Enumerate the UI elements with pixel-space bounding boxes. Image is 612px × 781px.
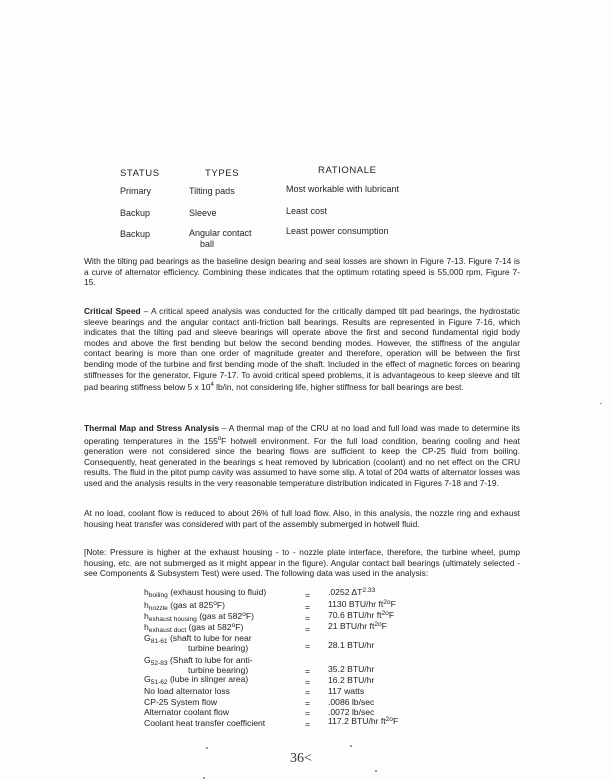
table-cell-status: Backup — [120, 208, 151, 218]
scan-speck — [206, 747, 208, 749]
data-row-label: No load alternator loss — [144, 686, 230, 696]
data-row-value: .0086 lb/sec — [328, 697, 375, 707]
data-row-value: .0072 lb/sec — [328, 707, 375, 717]
scan-speck — [600, 403, 602, 404]
data-row-value: 1130 BTU/hr $ft^{2o}F$ — [328, 599, 396, 609]
thermal-paragraph — [84, 423, 520, 488]
table-cell-type: Sleeve — [189, 208, 217, 218]
data-row-value: 35.2 BTU/hr — [328, 664, 375, 674]
equals-sign: = — [305, 687, 311, 697]
data-row-label: Alternator coolant flow — [144, 707, 230, 717]
page-number: 36< — [290, 751, 312, 766]
data-row-label: $G_{81-61}$ (shaft to lube for near — [144, 633, 252, 645]
critical-speed-paragraph — [84, 306, 520, 393]
critical-speed-exponent: 4 — [210, 382, 214, 389]
table-cell-type-line1: Angular contact — [189, 228, 252, 238]
equals-sign: = — [305, 602, 311, 612]
table-header-types: TYPES — [205, 168, 240, 179]
intro-paragraph: With the tilting pad bearings as the baseline design bearing and seal losses are shown in Figure 7-13. Figure 7-14 is a curve of alternator efficiency. Combining these indicates that the optimum rotating speed is 55,000 rpm, Figure 7-15. — [84, 256, 520, 288]
data-row-label: $G_{52-83}$ (Shaft to lube for anti- — [144, 655, 253, 667]
degree-mark: o — [217, 435, 222, 442]
scan-speck — [375, 770, 377, 772]
thermal-heading: Thermal Map and Stress Analysis — [84, 423, 219, 433]
data-row-label-line2: turbine bearing) — [188, 665, 249, 675]
table-cell-status: Backup — [120, 229, 151, 239]
data-row-value: 117.2 BTU/hr $ft^{2o}F$ — [328, 716, 399, 726]
data-row-label: $h_{nozzle}$ (gas at 825$^o$F) — [144, 600, 226, 612]
scan-speck — [203, 777, 205, 779]
scan-speck — [350, 745, 352, 747]
table-cell-rationale: Most workable with lubricant — [286, 184, 400, 194]
data-row-label-line2: turbine bearing) — [188, 643, 249, 653]
data-row-label: $G_{51-62}$ (lube in slinger area) — [144, 674, 249, 686]
data-row-label: $h_{exhaust housing}$ (gas at 582$^o$F) — [144, 611, 254, 623]
equals-sign: = — [305, 590, 311, 600]
data-row-label: CP-25 System flow — [144, 697, 218, 707]
thermal-body-a: – A thermal map of the CRU at no load and full load was made to determine its operating temperatures in the 155 — [84, 423, 520, 446]
thermal-body-b: F hotwell environment. For the full load condition, bearing cooling and heat generation were not considered since the bearing flows are sufficient to keep the CP-25 fluid from boiling. Consequently, heat generated in the bearings ≤ heat removed by lubrication (coolant) and no net effect on the CRU results. The fluid in the pitot pump cavity was assumed to have some slip. A total of 204 watts of alternator losses was used and the analysis results in the very reasonable temperature distribution indicated in Figures 7-18 and 7-19. — [84, 435, 520, 488]
data-row-label: Coolant heat transfer coefficient — [144, 718, 266, 728]
equals-sign: = — [305, 624, 311, 634]
equals-sign: = — [305, 698, 311, 708]
table-cell-status: Primary — [120, 186, 151, 196]
data-row-value: 117 watts — [328, 686, 365, 696]
equals-sign: = — [305, 719, 311, 729]
equals-sign: = — [305, 708, 311, 718]
equals-sign: = — [305, 666, 311, 676]
table-cell-type: Tilting pads — [189, 186, 235, 196]
equals-sign: = — [305, 641, 311, 651]
table-cell-type-line2: ball — [200, 239, 215, 249]
data-row-value: 70.6 BTU/hr $ft^{2o}F$ — [328, 610, 395, 620]
equals-sign: = — [305, 613, 311, 623]
table-cell-rationale: Least power consumption — [286, 226, 389, 236]
critical-speed-tail: lb/in, not considering life, higher stiffness for ball bearings are best. — [213, 381, 464, 392]
data-row-value: 16.2 BTU/hr — [328, 675, 375, 685]
data-row-value: 28.1 BTU/hr — [328, 640, 375, 650]
note-paragraph: [Note: Pressure is higher at the exhaust housing - to - nozzle plate interface, therefore, the turbine wheel, pump housing, etc. are not submerged as it might appear in the figure). Angular contact ball bearings (ultimately selected - see Components & Subsystem Test) were used. The following data was used in the analysis: — [84, 547, 520, 579]
table-cell-rationale: Least cost — [286, 206, 328, 216]
critical-speed-heading: Critical Speed — [84, 306, 141, 316]
no-load-paragraph: At no load, coolant flow is reduced to about 26% of full load flow. Also, in this analysis, the nozzle ring and exhaust housing heat transfer was considered with part of the assembly submerged in hotwell fluid. — [84, 508, 520, 529]
critical-speed-body: – A critical speed analysis was conducted for the critically damped tilt pad bearings, the hydrostatic sleeve bearings and the angular contact anti-friction ball bearings. Results are represented in Figure 7-16, which indicates that the tilting pad and sleeve bearings will operate above the first and second fundamental rigid body modes and above the first bending but below the second bending modes. However, the stiffness of the angular contact bearing is more than one order of magnitude greater and therefore, operation will be between the first bending mode of the turbine and first bending mode of the shaft. Included in the effect of magnetic forces on bearing stiffnesses for the generator, Figure 7-17. To avoid critical speed problems, it is advantageous to keep sleeve and tilt pad bearing stiffness below 5 x 10 — [84, 306, 520, 392]
data-row-value: .0252 $\Delta T^{2.33}$ — [328, 587, 376, 597]
equals-sign: = — [305, 677, 311, 687]
data-row-value: 21 BTU/hr $ft^{2o}F$ — [328, 621, 387, 631]
table-header-rationale: RATIONALE — [318, 165, 377, 176]
table-header-status: STATUS — [120, 168, 160, 179]
data-row-label: $h_{exhaust duct}$ (gas at 582$^o$F) — [144, 622, 244, 634]
data-row-label: $h_{boiling}$ (exhaust housing to fluid) — [144, 587, 267, 599]
